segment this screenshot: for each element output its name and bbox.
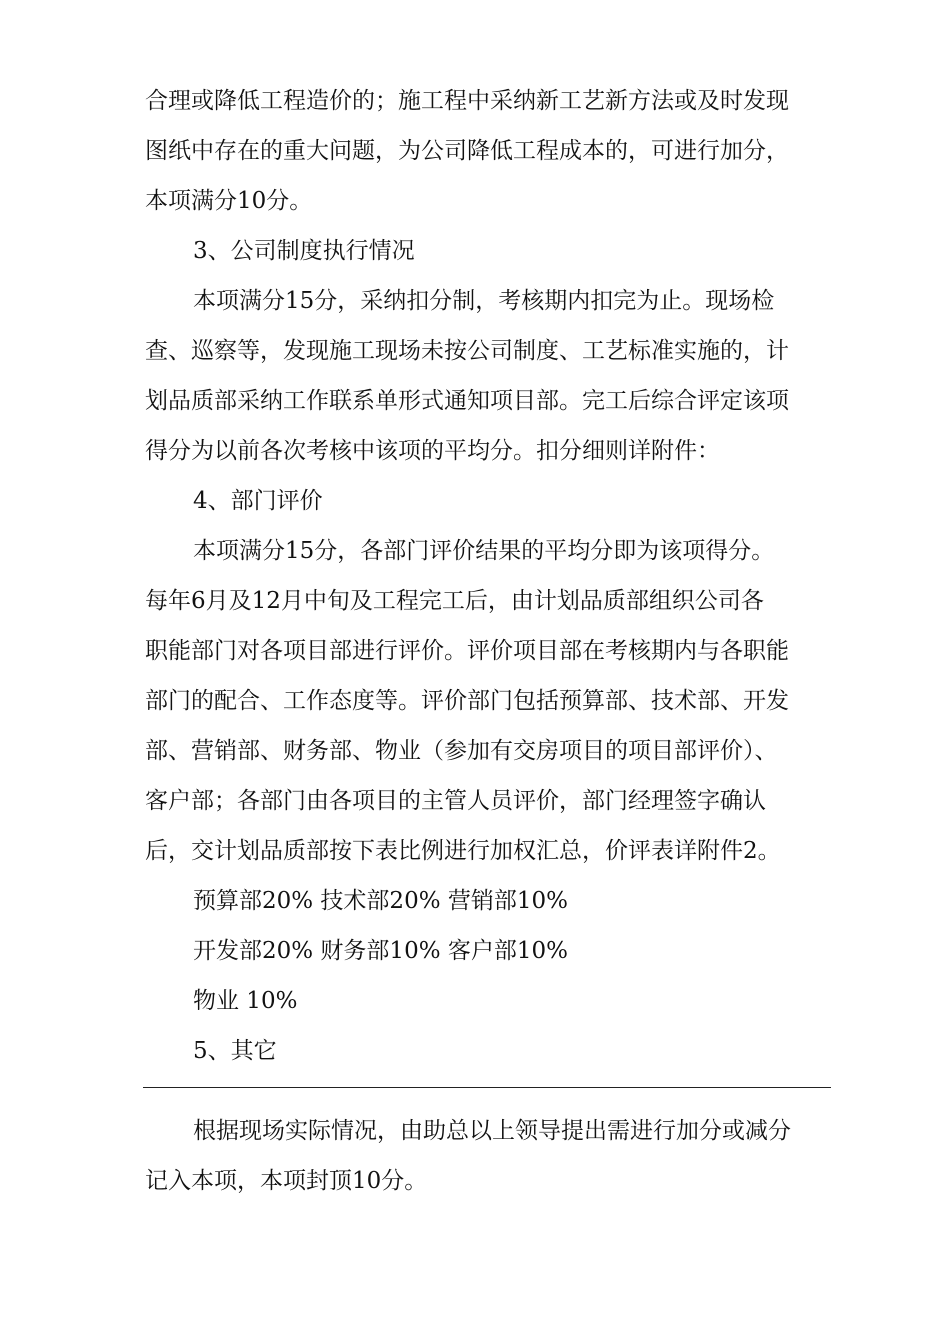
- paragraph-line: 记入本项，本项封顶10分。: [145, 1168, 428, 1194]
- section-heading-4: 4、部门评价: [193, 488, 323, 514]
- section-heading-5: 5、其它: [193, 1038, 277, 1064]
- paragraph-line: 每年6月及12月中旬及工程完工后，由计划品质部组织公司各: [145, 588, 764, 614]
- paragraph-line: 职能部门对各项目部进行评价。评价项目部在考核期内与各职能: [145, 638, 789, 664]
- paragraph-line: 部门的配合、工作态度等。评价部门包括预算部、技术部、开发: [145, 688, 789, 714]
- weight-row: 开发部20% 财务部10% 客户部10%: [193, 938, 568, 964]
- section-heading-3: 3、公司制度执行情况: [193, 238, 415, 264]
- paragraph-line: 根据现场实际情况，由助总以上领导提出需进行加分或减分: [193, 1118, 791, 1144]
- paragraph-line: 划品质部采纳工作联系单形式通知项目部。完工后综合评定该项: [145, 388, 789, 414]
- paragraph-line: 客户部；各部门由各项目的主管人员评价，部门经理签字确认: [145, 788, 766, 814]
- paragraph-line: 查、巡察等，发现施工现场未按公司制度、工艺标准实施的，计: [145, 338, 789, 364]
- paragraph-line: 本项满分15分，采纳扣分制，考核期内扣完为止。现场检: [193, 288, 775, 314]
- paragraph-line: 本项满分10分。: [145, 188, 313, 214]
- paragraph-line: 得分为以前各次考核中该项的平均分。扣分细则详附件：: [145, 438, 720, 464]
- paragraph-line: 图纸中存在的重大问题，为公司降低工程成本的，可进行加分，: [145, 138, 789, 164]
- paragraph-line: 本项满分15分，各部门评价结果的平均分即为该项得分。: [193, 538, 775, 564]
- section-divider: [143, 1087, 831, 1088]
- paragraph-line: 后，交计划品质部按下表比例进行加权汇总，价评表详附件2。: [145, 838, 781, 864]
- weight-row: 预算部20% 技术部20% 营销部10%: [193, 888, 568, 914]
- paragraph-line: 部、营销部、财务部、物业（参加有交房项目的项目部评价）、: [145, 738, 778, 764]
- paragraph-line: 合理或降低工程造价的；施工程中采纳新工艺新方法或及时发现: [145, 88, 789, 114]
- weight-row: 物业 10%: [193, 988, 298, 1014]
